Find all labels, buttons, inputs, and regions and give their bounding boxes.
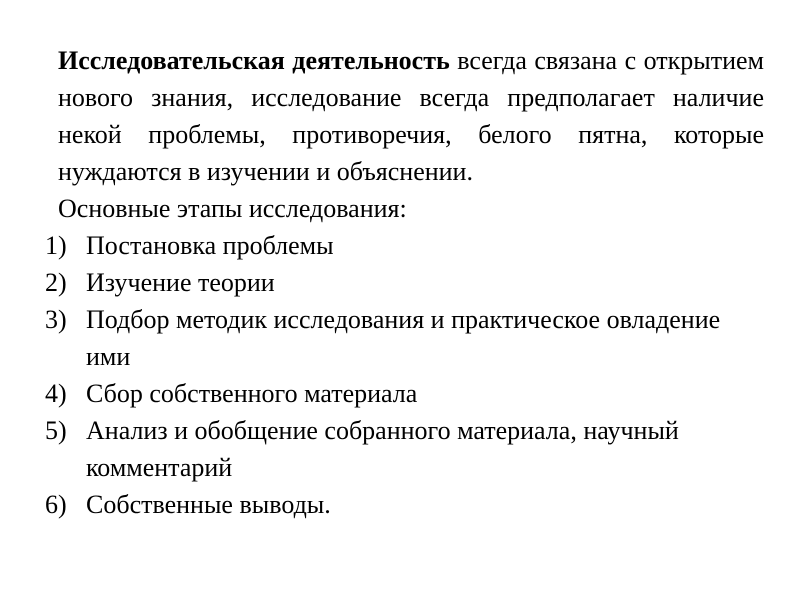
stage-text: Постановка проблемы (86, 231, 334, 260)
intro-text: всегда связана с открытием нового знания, исследование всегда предполагает наличие некой проблемы, противоречия, белого пятна, которые нуждаются в изучении и объяснении. (58, 46, 764, 186)
stage-text: Подбор методик исследования и практическое овладение ими (86, 305, 721, 371)
stage-text: Собственные выводы. (86, 490, 331, 519)
intro-paragraph (58, 42, 764, 190)
stage-number: 4) (45, 379, 67, 408)
intro-bold-term: Исследовательская деятельность (58, 46, 450, 75)
stage-item-1 (45, 227, 764, 264)
stage-text: Сбор собственного материала (86, 379, 418, 408)
stage-item-3 (45, 301, 764, 375)
stage-text: Анализ и обобщение собранного материала, научный комментарий (86, 416, 679, 482)
stage-list (45, 227, 764, 523)
slide-content (45, 42, 764, 523)
stage-item-6 (45, 486, 764, 523)
stage-number: 2) (45, 268, 67, 297)
stage-number: 3) (45, 305, 67, 334)
stage-item-5 (45, 412, 764, 486)
stage-number: 1) (45, 231, 67, 260)
stages-heading: Основные этапы исследования: (58, 194, 407, 223)
stage-number: 5) (45, 416, 67, 445)
stage-number: 6) (45, 490, 67, 519)
stage-item-2 (45, 264, 764, 301)
stage-text: Изучение теории (86, 268, 275, 297)
stage-item-4 (45, 375, 764, 412)
